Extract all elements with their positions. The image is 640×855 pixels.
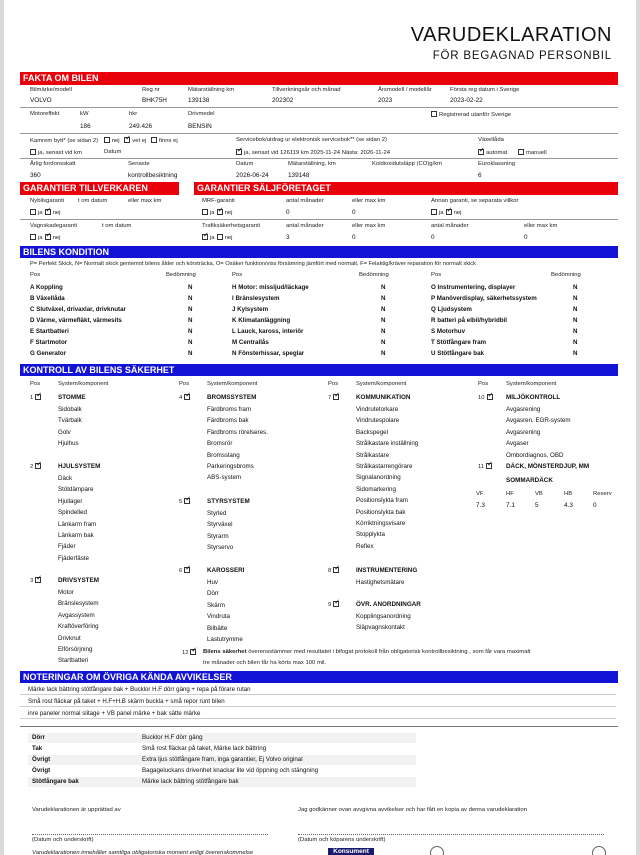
checkbox-checked-icon[interactable] — [35, 394, 41, 400]
condition-item: M Centrallås — [232, 339, 269, 346]
checkbox-checked-icon[interactable] — [35, 463, 41, 469]
nybil-label: Nybilsgaranti — [30, 198, 65, 204]
warranty-seller-heading: GARANTIER SÄLJFÖRETAGET — [194, 182, 618, 195]
vagnskada-ja-nej[interactable]: ja✓ nej — [30, 234, 60, 242]
deviation-part: Övrigt — [32, 767, 51, 774]
co2-label: Koldioxidutsläpp (CO)g/km — [372, 161, 443, 167]
tire-label-hb: HB — [564, 491, 573, 497]
mrf-label: MRF-garanti — [202, 198, 235, 204]
safety-item: Avgasrening — [506, 406, 541, 413]
condition-item: E Startbatteri — [30, 328, 69, 335]
divider — [20, 219, 618, 220]
euro-class-label: Euroklassning — [478, 161, 516, 167]
annan-ja-nej[interactable]: ja✓ nej — [431, 209, 461, 217]
footer-note: Varudeklarationen innehåller samtliga obligatoriska moment enligt överenskommelse — [32, 850, 254, 855]
checkbox-icon[interactable] — [104, 137, 110, 143]
fakta-label-power: Motoreffekt — [30, 111, 60, 117]
condition-heading: BILENS KONDITION — [20, 246, 618, 258]
mrf-max-label: eller max km — [352, 198, 386, 204]
condition-item: F Startmotor — [30, 339, 68, 346]
issuer-label: Varudeklarationen är upprättad av — [32, 807, 121, 813]
condition-grade: N — [188, 350, 193, 357]
safety-pos-header: Pos — [328, 381, 339, 387]
safety-item: Däck — [58, 475, 73, 482]
safety-group-pos: 7✓ — [328, 394, 341, 402]
checkbox-checked-icon[interactable] — [35, 577, 41, 583]
condition-item: Q Ljudsystem — [431, 306, 472, 313]
checkbox-checked-icon[interactable] — [333, 567, 339, 573]
condition-item: P Manöverdisplay, säkerhetssystem — [431, 295, 537, 302]
nybil-from: t om datum — [78, 198, 108, 204]
checkbox-checked-icon[interactable] — [184, 498, 190, 504]
document-title: VARUDEKLARATION — [410, 24, 612, 46]
condition-grade: N — [381, 328, 386, 335]
declaration-page — [20, 10, 622, 855]
tax-value: 360 — [30, 172, 41, 179]
safety-item: Stötdämpare — [58, 486, 94, 494]
condition-item: A Koppling — [30, 284, 63, 291]
fakta-value-regnr: BHK75H — [142, 97, 167, 104]
deviation-text: Extra ljus stötfångare fram, inga garantier, Ej Volvo original — [142, 756, 303, 763]
safety-item: Strålkastare inställning — [356, 440, 419, 448]
registered-abroad-checkbox[interactable]: Registrerad utanför Sverige — [431, 111, 511, 119]
condition-grade: N — [188, 306, 193, 313]
safety-item: Färdbroms bak — [207, 417, 249, 425]
condition-grade: N — [573, 328, 578, 335]
document-subtitle: FÖR BEGAGNAD PERSONBIL — [432, 50, 612, 62]
safety-group-name: KOMMUNIKATION — [356, 394, 411, 401]
deviation-part: Dörr — [32, 734, 46, 741]
fakta-value-manufactured: 202302 — [272, 97, 294, 104]
tire-label-reserv: Reserv — [593, 491, 612, 497]
condition-item: J Kylsystem — [232, 306, 269, 313]
fakta-label-manufactured: Tillverkningsår och månad — [272, 87, 341, 93]
annan-max-label: eller max km — [524, 223, 558, 229]
vagnskada-from: t om datum — [102, 223, 132, 229]
safety-item: Avgasrening — [506, 428, 541, 436]
safety-group-pos: 4✓ — [179, 394, 192, 402]
trafik-max-label: eller max km — [352, 223, 386, 229]
safety-item: Bromsrör — [207, 440, 233, 448]
tire-value-reserv: 0 — [593, 502, 597, 509]
konsument-logo: Konsument — [328, 848, 374, 855]
fakta-heading: FAKTA OM BILEN — [20, 72, 618, 85]
checkbox-checked-icon[interactable] — [487, 394, 493, 400]
condition-grade: N — [381, 284, 386, 291]
safety-item: Backspegel — [356, 428, 388, 436]
warranty-manufacturer-heading: GARANTIER TILLVERKAREN — [20, 182, 179, 195]
nybil-max: eller max km — [128, 198, 162, 204]
safety-heading: KONTROLL AV BILENS SÄKERHET — [20, 364, 618, 376]
annan-months-label: antal månader — [431, 223, 469, 229]
safety-item: Avgassystem — [58, 611, 95, 619]
condition-grade: N — [573, 295, 578, 302]
condition-grade: N — [573, 339, 578, 346]
condition-pos-header: Pos — [232, 272, 243, 278]
condition-grade-header: Bedömning — [166, 272, 196, 278]
issuer-sub: (Datum och underskrift) — [32, 837, 94, 843]
note-line: Små rost fläckar på taket + H.F+H.B skärm buckla + små repor runt bilen — [20, 696, 616, 707]
condition-grade: N — [381, 350, 386, 357]
safety-item: Strålkastare — [356, 451, 390, 459]
safety-sys-header: System/komponent — [506, 381, 557, 387]
tax-label: Årlig fordonsskatt — [30, 161, 76, 167]
condition-grade: N — [188, 284, 193, 291]
safety-item: Bränslesystem — [58, 600, 99, 608]
safety-item: Styrväxel — [207, 521, 233, 529]
deviation-part: Tak — [32, 745, 43, 752]
safety-pos-header: Pos — [478, 381, 489, 387]
gearbox-manuell[interactable]: manuell — [518, 149, 547, 157]
inspection-km-label: Mätarställning, km — [288, 161, 336, 167]
seal-icon — [430, 846, 444, 855]
safety-item: Ombordiagnos, OBD — [506, 451, 564, 459]
safety-item: Färdbroms fram — [207, 406, 252, 413]
safety-sys-header: System/komponent — [58, 381, 109, 387]
checkbox-checked-icon[interactable] — [190, 649, 196, 655]
checkbox-icon — [202, 209, 208, 215]
safety-group-name: MILJÖKONTROLL — [506, 394, 561, 401]
safety-item: Stopplykta — [356, 531, 385, 539]
trafik-months-value: 3 — [286, 234, 290, 241]
safety-item: Styrarm — [207, 532, 229, 540]
safety-statement: Bilens säkerhet överensstämmer med resultatet i bifogat protokoll från obligatorisk kontrollbesiktning , som får vara maximalt — [203, 649, 531, 655]
inspection-value: kontrollbesiktning — [128, 172, 178, 179]
fakta-value-fuel: BENSIN — [188, 123, 212, 130]
safety-item: Spindelled — [58, 509, 87, 517]
safety-sys-header: System/komponent — [207, 381, 258, 387]
condition-item: H Motor: missljud/läckage — [232, 284, 309, 291]
deviation-text: Små rost fläckar på taket, Märke lack bättring — [142, 745, 267, 752]
fakta-value-modelyear: 2023 — [378, 97, 393, 104]
checkbox-checked-icon — [45, 209, 51, 215]
safety-item: Sidobalk — [58, 406, 82, 413]
safety-item: Positionslykta bak — [356, 508, 406, 516]
safety-item: Dörr — [207, 590, 220, 598]
safety-item: ABS-system — [207, 474, 242, 482]
safety-group-pos: 6✓ — [179, 567, 192, 575]
checkbox-checked-icon — [217, 209, 223, 215]
checkbox-icon — [217, 234, 223, 240]
safety-item: Släpvagnskontakt — [356, 624, 405, 632]
buyer-sub: (Datum och köparens underskrift) — [298, 837, 386, 843]
condition-item: I Bränslesystem — [232, 295, 280, 302]
safety-group-pos: 8✓ — [328, 567, 341, 575]
condition-grade-header: Bedömning — [551, 272, 581, 278]
divider — [20, 726, 618, 727]
safety-group-pos: 10✓ — [478, 394, 495, 402]
gearbox-automat[interactable]: ✓ automat — [478, 149, 507, 157]
mrf-months-value: 0 — [286, 209, 290, 216]
condition-item: N Fönsterhissar, speglar — [232, 350, 305, 357]
safety-group-pos: 11✓ — [478, 463, 494, 471]
checkbox-checked-icon[interactable] — [333, 601, 339, 607]
safety-group-name: BROMSSYSTEM — [207, 394, 257, 401]
safety-item: Avgaser — [506, 440, 529, 448]
issuer-signature-line[interactable] — [32, 834, 268, 835]
safety-item: Tvärbalk — [58, 417, 82, 425]
gearbox-label: Växellåda — [478, 137, 504, 143]
safety-item: Styrled — [207, 510, 227, 517]
checkbox-checked-icon — [478, 149, 484, 155]
safety-group-name: STOMME — [58, 394, 86, 401]
safety-group-pos: 9✓ — [328, 601, 341, 609]
annan-max-value: 0 — [524, 234, 528, 241]
annan-label: Annan garanti, se separata villkor — [431, 198, 519, 204]
checkbox-icon — [431, 111, 437, 117]
tire-label-vf: VF — [476, 491, 484, 497]
nybil-ja-nej[interactable]: ja✓ nej — [30, 209, 60, 217]
safety-item: Styrservo — [207, 544, 234, 552]
kamrem-date-label: Datum — [104, 149, 122, 155]
fakta-label-modelyear: Årsmodell / modellår — [378, 87, 432, 93]
tire-label-vb: VB — [535, 491, 543, 497]
safety-item: Skärm — [207, 601, 225, 609]
tire-value-hf: 7.1 — [506, 502, 515, 509]
condition-legend: P= Perfekt Skick, N= Normalt skick gentemot bilens ålder och körsträcka, O= Osäker funktion/viss försämring jämfört med normalt, F= Felaktig/kräver reparation för normalt skick — [30, 261, 476, 267]
safety-item: Länkarm fram — [58, 520, 97, 528]
fakta-label-kw: kW — [80, 111, 89, 117]
condition-item: S Motorhuv — [431, 328, 466, 335]
checkbox-icon — [30, 209, 36, 215]
checkbox-checked-icon[interactable] — [184, 567, 190, 573]
mrf-ja-nej[interactable]: ja✓ nej — [202, 209, 232, 217]
service-detail[interactable]: ✓ ja, senast vid 126119 km 2025-11-24 Nästa: 2026-11-24 — [236, 149, 390, 157]
safety-item: Startbatteri — [58, 657, 89, 665]
trafik-months-label: antal månader — [286, 223, 324, 229]
safety-group-name: ÖVR. ANORDNINGAR — [356, 601, 421, 608]
condition-grade: N — [381, 295, 386, 302]
condition-grade-header: Bedömning — [359, 272, 389, 278]
buyer-signature-line[interactable] — [298, 834, 604, 835]
trafik-max-value: 0 — [352, 234, 356, 241]
tires-summer-heading: SOMMARDÄCK — [506, 477, 553, 484]
safety-item: Reflex — [356, 542, 374, 550]
safety-item: Vindrutetorkare — [356, 406, 399, 413]
safety-item: Avgasren. EGR-system — [506, 417, 571, 425]
safety-group-name: DRIVSYSTEM — [58, 577, 99, 584]
fakta-value-model: VOLVO — [30, 97, 52, 104]
fakta-value-kw: 186 — [80, 123, 91, 130]
fakta-label-first-reg: Första reg datum i Sverige — [450, 87, 520, 93]
safety-group-name: STYRSYSTEM — [207, 498, 250, 505]
safety-item: Drivknut — [58, 634, 81, 642]
safety-group-pos: 5✓ — [179, 498, 192, 506]
condition-grade: N — [573, 284, 578, 291]
deviation-text: Bucklor H.F dörr gäng — [142, 734, 203, 741]
condition-item: K Klimatanläggning — [232, 317, 291, 324]
deviation-part: Stötfångare bak — [32, 778, 79, 785]
safety-item: Vindruta — [207, 613, 230, 621]
safety-item: Kopplingsanordning — [356, 613, 411, 620]
condition-item: R batteri på elbil/hybridbil — [431, 317, 507, 324]
notes-heading: NOTERINGAR OM ÖVRIGA KÄNDA AVVIKELSER — [20, 671, 618, 683]
deviation-text: Märke lack bättring stötfångare bak — [142, 778, 239, 785]
checkbox-icon — [30, 234, 36, 240]
fakta-label-fuel: Drivmedel — [188, 111, 215, 117]
mrf-months-label: antal månader — [286, 198, 324, 204]
checkbox-checked-icon — [202, 234, 208, 240]
safety-group-name: INSTRUMENTERING — [356, 567, 418, 574]
safety-item: Huv — [207, 579, 219, 586]
safety-item: Parkeringsbroms — [207, 463, 254, 470]
condition-pos-header: Pos — [431, 272, 442, 278]
condition-item: D Värme, värmefläkt, värmesits — [30, 317, 122, 324]
condition-item: G Generator — [30, 350, 67, 357]
safety-item: Sidomarkering — [356, 485, 396, 493]
condition-grade: N — [573, 317, 578, 324]
fakta-label-model: Bilmärke/modell — [30, 87, 72, 93]
condition-grade: N — [188, 295, 193, 302]
safety-item: Signalanordning — [356, 474, 401, 482]
safety-group-name: DÄCK, MÖNSTERDJUP, MM — [506, 463, 590, 470]
checkbox-checked-icon[interactable] — [124, 137, 130, 143]
checkbox-checked-icon — [236, 149, 242, 155]
divider — [20, 107, 618, 108]
checkbox-icon — [30, 149, 36, 155]
note-line: Märke lack bättring stötfångare bak + Bucklor H.F dörr gäng + repa på förare rutan — [20, 684, 616, 695]
vagnskada-label: Vagnskadegaranti — [30, 223, 78, 229]
safety-group-pos: 3✓ — [30, 577, 43, 585]
tire-label-hf: HF — [506, 491, 514, 497]
safety-item: Körriktningsvisare — [356, 520, 406, 527]
inspection-date-label: Datum — [236, 161, 254, 167]
deviation-text: Bagageluckans drivenhet knackar lite vid öppning och stängning — [142, 767, 319, 774]
euro-class-value: 6 — [478, 172, 482, 179]
safety-item: Hjulhus — [58, 440, 79, 448]
safety-item: Golv — [58, 428, 71, 436]
safety-item: Länkarm bak — [58, 532, 94, 539]
annan-months-value: 0 — [431, 234, 435, 241]
kamrem-label: Kamrem bytt* (se sidan 2) nej ✓ vet ej finns ej — [30, 137, 178, 145]
tire-value-vf: 7.3 — [476, 502, 485, 509]
safety-sys-header: System/komponent — [356, 381, 407, 387]
checkbox-checked-icon — [45, 234, 51, 240]
note-line: inre paneler normal slitage + VB panel märke + bak sätte märke — [20, 708, 616, 719]
deviation-row-background — [28, 733, 416, 743]
fakta-label-regnr: Reg nr — [142, 87, 160, 93]
trafik-ja-nej[interactable]: ✓ja nej — [202, 234, 232, 242]
fakta-value-first-reg: 2023-02-22 — [450, 97, 483, 104]
condition-grade: N — [573, 306, 578, 313]
safety-item: Kraftöverföring — [58, 623, 99, 631]
buyer-approval-label: Jag godkänner ovan avvgivna avvikelser och har fått en kopia av denna varudeklaration — [298, 807, 527, 813]
checkbox-checked-icon[interactable] — [486, 463, 492, 469]
safety-item: Elförsörjning — [58, 646, 93, 653]
deviation-part: Övrigt — [32, 756, 51, 763]
fakta-value-odometer: 139138 — [188, 97, 210, 104]
tire-value-vb: 5 — [535, 502, 539, 509]
fakta-value-hk: 249.426 — [129, 123, 153, 130]
safety-group-name: HJULSYSTEM — [58, 463, 101, 470]
condition-item: B Växellåda — [30, 295, 65, 302]
safety-item: Strålkastarrengörare — [356, 463, 413, 470]
condition-grade: N — [188, 328, 193, 335]
condition-item: U Stötfångare bak — [431, 350, 484, 357]
condition-grade: N — [188, 317, 193, 324]
condition-pos-header: Pos — [30, 272, 41, 278]
condition-item: T Stötfångare fram — [431, 339, 487, 346]
safety-statement-cont: tre månader och bilen får ha körts max 100 mil. — [203, 660, 327, 666]
safety-item: Hjullager — [58, 497, 83, 505]
safety-item: Hastighetsmätare — [356, 579, 405, 586]
checkbox-icon[interactable] — [151, 137, 157, 143]
condition-item: O Instrumentering, displayer — [431, 284, 516, 291]
safety-statement-pos: 12 ✓ — [182, 649, 198, 657]
checkbox-checked-icon — [446, 209, 452, 215]
inspection-label: Senaste — [128, 161, 150, 167]
inspection-date-value: 2026-06-24 — [236, 172, 269, 179]
safety-item: Bilbälte — [207, 624, 228, 632]
safety-group-pos: 2✓ — [30, 463, 43, 471]
condition-grade: N — [188, 339, 193, 346]
condition-item: L Lauck, kaross, interiör — [232, 328, 304, 335]
safety-item: Färdbroms rörelseres. — [207, 428, 268, 436]
fakta-label-hk: hkr — [129, 111, 138, 117]
inspection-km-value: 139148 — [288, 172, 310, 179]
condition-grade: N — [381, 306, 386, 313]
checkbox-checked-icon[interactable] — [333, 394, 339, 400]
safety-item: Bromsslang — [207, 451, 240, 459]
trafik-label: Trafiksäkerhetsgaranti — [202, 223, 261, 229]
seal-icon — [592, 846, 606, 855]
service-label: Servicebok/utdrag ur elektronisk servicebok** (se sidan 2) — [236, 137, 387, 143]
safety-item: Fjäder — [58, 543, 76, 551]
condition-item: C Slutväxel, drivaxlar, drivknutar — [30, 306, 126, 313]
divider — [20, 133, 618, 134]
tire-value-hb: 4.3 — [564, 502, 573, 509]
condition-grade: N — [381, 339, 386, 346]
fakta-label-odometer: Mätarställning km — [188, 87, 235, 93]
condition-grade: N — [573, 350, 578, 357]
safety-item: Fjäderfäste — [58, 554, 89, 562]
safety-item: Lastutrymme — [207, 636, 243, 643]
safety-pos-header: Pos — [179, 381, 190, 387]
checkbox-icon — [518, 149, 524, 155]
mrf-max-value: 0 — [352, 209, 356, 216]
safety-item: Positionslykta fram — [356, 497, 408, 505]
kamrem-detail[interactable]: ja, senast vid km — [30, 149, 82, 157]
checkbox-icon — [431, 209, 437, 215]
divider — [20, 158, 618, 159]
condition-grade: N — [381, 317, 386, 324]
safety-pos-header: Pos — [30, 381, 41, 387]
checkbox-checked-icon[interactable] — [184, 394, 190, 400]
safety-group-name: KAROSSERI — [207, 567, 245, 574]
safety-item: Vindrutespolare — [356, 417, 400, 425]
safety-group-pos: 1✓ — [30, 394, 43, 402]
safety-item: Motor — [58, 589, 74, 596]
